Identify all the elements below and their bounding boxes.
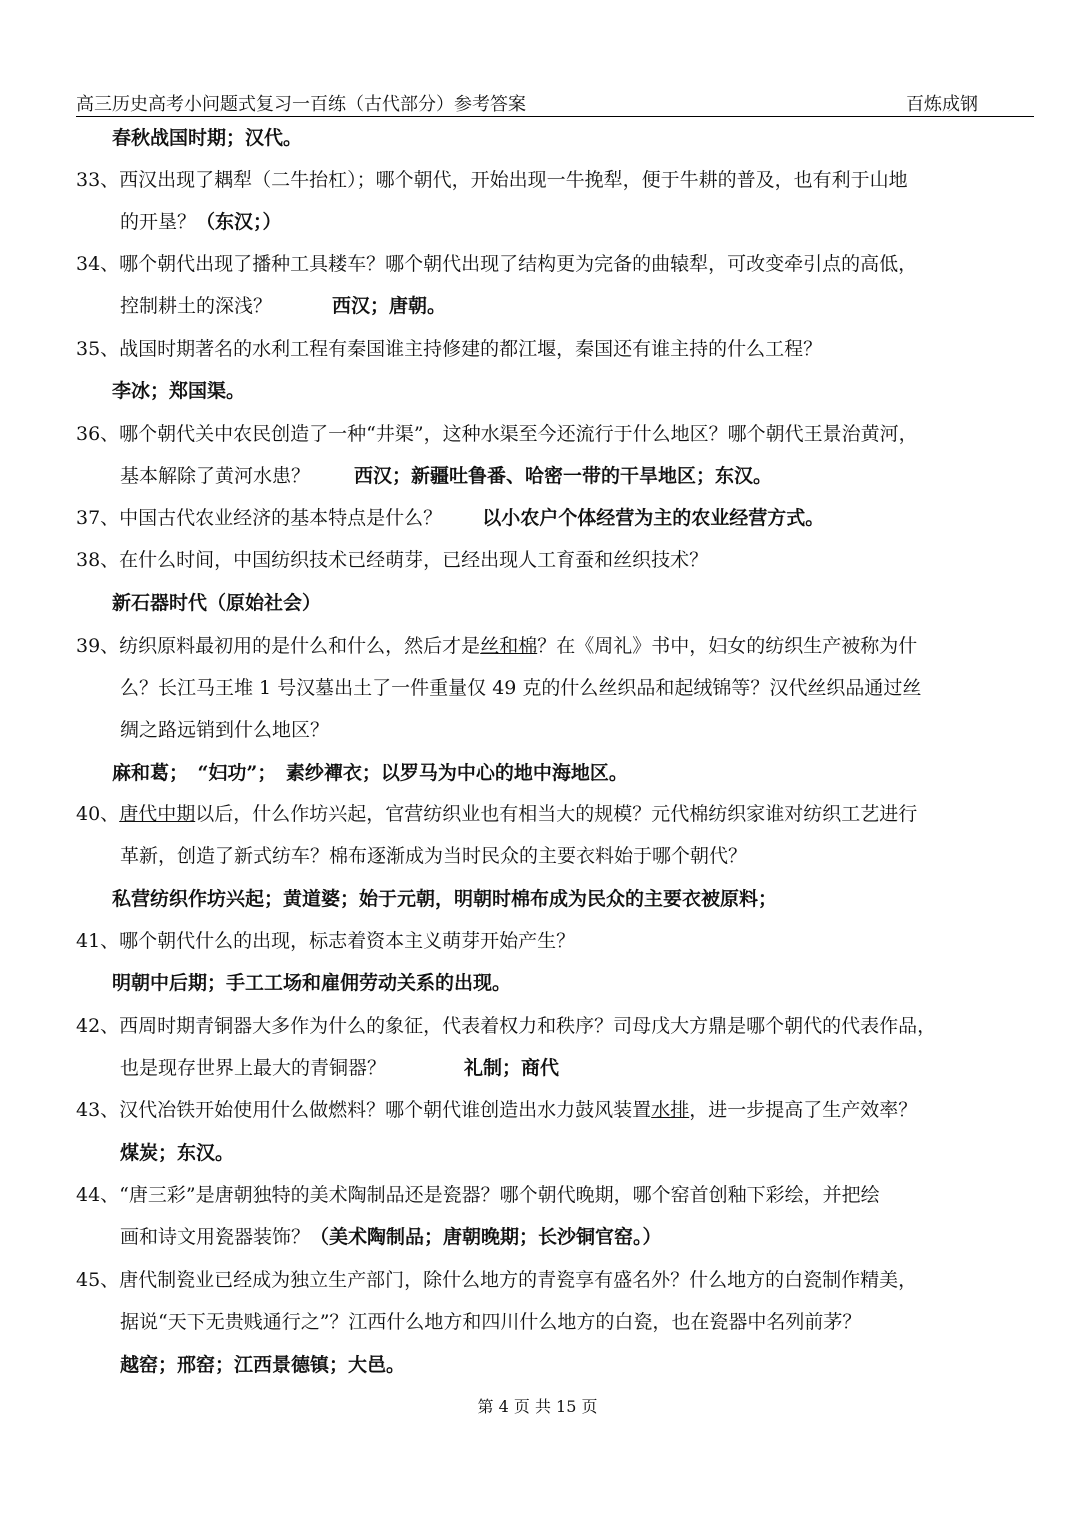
question-39	[76, 633, 917, 659]
header-title: 高三历史高考小问题式复习一百练（古代部分）参考答案	[76, 94, 526, 115]
question-34: 34、哪个朝代出现了播种工具耧车？哪个朝代出现了结构更为完备的曲辕犁，可改变牵引点的高低，	[76, 253, 918, 275]
question-45-cont: 据说“天下无贵贱通行之”？江西什么地方和四川什么地方的白瓷，也在瓷器中名列前茅？	[120, 1311, 862, 1333]
question-text: 的开垦？	[120, 211, 197, 233]
page-header	[76, 90, 1034, 117]
question-44-cont	[120, 1224, 662, 1250]
question-36-cont	[120, 463, 772, 489]
answer-40: 私营纺织作坊兴起；黄道婆；始于元朝，明朝时棉布成为民众的主要衣被原料；	[112, 888, 778, 910]
answer-42: 礼制；商代	[464, 1057, 560, 1079]
question-42: 42、西周时期青铜器大多作为什么的象征，代表着权力和秩序？司母戊大方鼎是哪个朝代的代表作品，	[76, 1015, 937, 1037]
page-footer: 第 4 页 共 15 页	[477, 1397, 598, 1416]
answer-39: 麻和葛； “妇功”； 素纱襌衣；以罗马为中心的地中海地区。	[112, 762, 628, 784]
question-text: ？在《周礼》书中，妇女的纺织生产被称为什	[537, 635, 918, 657]
answer-34: 西汉；唐朝。	[332, 295, 447, 317]
underlined-term: 水排	[651, 1099, 690, 1121]
question-text: ，进一步提高了生产效率？	[689, 1099, 918, 1121]
question-42-cont	[120, 1055, 559, 1081]
question-text: 43、汉代冶铁开始使用什么做燃料？哪个朝代谁创造出水力鼓风装置	[76, 1099, 652, 1121]
answer-43: 煤炭；东汉。	[120, 1142, 235, 1164]
question-34-cont	[120, 293, 446, 319]
answer-36: 西汉；新疆吐鲁番、哈密一带的干旱地区；东汉。	[354, 465, 773, 487]
answer-line: 春秋战国时期；汉代。	[112, 127, 303, 149]
answer-44: （美术陶制品；唐朝晚期；长沙铜官窑。）	[310, 1226, 662, 1248]
question-text: 画和诗文用瓷器装饰？	[120, 1226, 311, 1248]
question-43	[76, 1097, 917, 1123]
question-text: 也是现存世界上最大的青铜器？	[120, 1057, 387, 1079]
answer-41: 明朝中后期；手工工场和雇佣劳动关系的出现。	[112, 972, 512, 994]
question-39-cont: 么？长江马王堆 1 号汉墓出土了一件重量仅 49 克的什么丝织品和起绒锦等？汉代丝织品通过丝	[120, 677, 922, 699]
answer-38: 新石器时代（原始社会）	[112, 592, 322, 614]
question-36: 36、哪个朝代关中农民创造了一种“井渠”，这种水渠至今还流行于什么地区？哪个朝代王景治黄河，	[76, 423, 918, 445]
answer-45: 越窑；邢窑；江西景德镇；大邑。	[120, 1354, 406, 1376]
answer-35: 李冰；郑国渠。	[112, 380, 246, 402]
question-41: 41、哪个朝代什么的出现，标志着资本主义萌芽开始产生？	[76, 930, 576, 952]
question-38: 38、在什么时间，中国纺织技术已经萌芽，已经出现人工育蚕和丝织技术？	[76, 549, 709, 571]
question-45: 45、唐代制瓷业已经成为独立生产部门，除什么地方的青瓷享有盛名外？什么地方的白瓷制作精美，	[76, 1269, 918, 1291]
question-39-cont: 绸之路远销到什么地区？	[120, 719, 330, 741]
question-37	[76, 505, 824, 531]
underlined-term: 唐代中期	[119, 803, 196, 825]
question-text: 控制耕土的深浅？	[120, 295, 273, 317]
question-text: 40、	[76, 803, 120, 825]
answer-33: （东汉；）	[196, 211, 282, 233]
question-33: 33、西汉出现了耦犁（二牛抬杠）；哪个朝代，开始出现一牛挽犁，便于牛耕的普及，也有利于山地	[76, 169, 908, 191]
question-40	[76, 801, 917, 827]
question-text: 基本解除了黄河水患？	[120, 465, 311, 487]
underlined-term: 丝和棉	[480, 635, 538, 657]
question-text: 39、纺织原料最初用的是什么和什么，然后才是	[76, 635, 481, 657]
question-40-cont: 革新，创造了新式纺车？棉布逐渐成为当时民众的主要衣料始于哪个朝代？	[120, 845, 748, 867]
answer-37: 以小农户个体经营为主的农业经营方式。	[482, 507, 825, 529]
header-right: 百炼成钢	[906, 94, 978, 115]
question-35: 35、战国时期著名的水利工程有秦国谁主持修建的都江堰，秦国还有谁主持的什么工程？	[76, 338, 823, 360]
question-text: 以后，什么作坊兴起，官营纺织业也有相当大的规模？元代棉纺织家谁对纺织工艺进行	[195, 803, 918, 825]
question-44: 44、“唐三彩”是唐朝独特的美术陶制品还是瓷器？哪个朝代晚期，哪个窑首创釉下彩绘，并把绘	[76, 1184, 880, 1206]
question-33-cont	[120, 209, 282, 235]
question-text: 37、中国古代农业经济的基本特点是什么？	[76, 507, 443, 529]
